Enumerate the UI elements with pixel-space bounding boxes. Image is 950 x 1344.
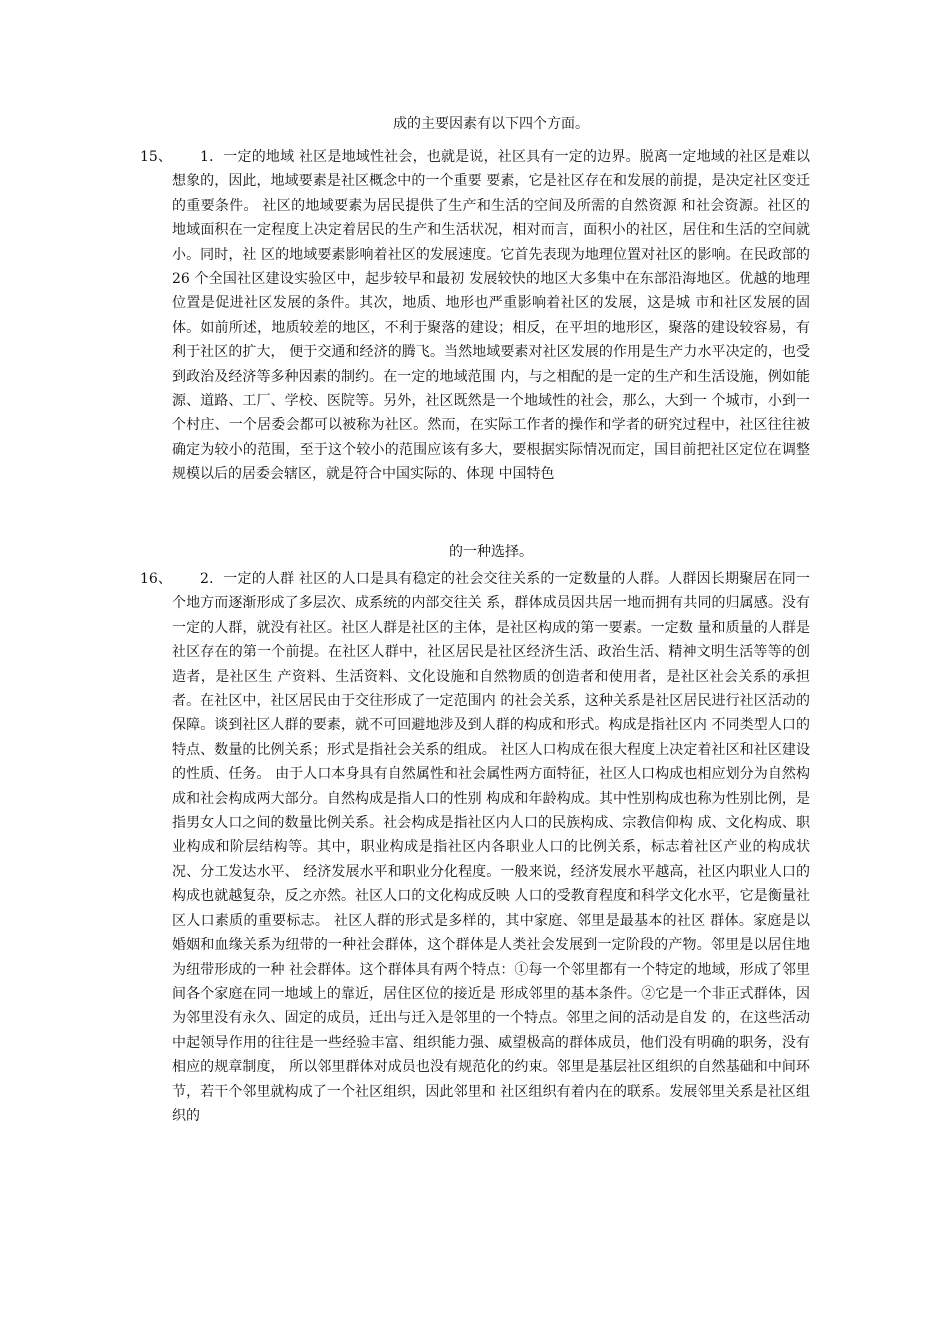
- paragraph-text: 2．一定的人群 社区的人口是具有稳定的社会交往关系的一定数量的人群。人群因长期聚居在同一个地方而逐渐形成了多层次、成系统的内部交往关 系，群体成员因共居一地而拥有共同的归属感。没有一定的人群，就没有社区。社区人群是社区的主体，是社区构成的第一要素。一定数 量和质量的人群是社区存在的第一个前提。在社区人群中，社区居民是社区经济生活、政治生活、精神文明生活等等的创造者，是社区生 产资料、生活资料、文化设施和自然物质的创造者和使用者，是社区社会关系的承担者。在社区中，社区居民由于交往形成了一定范围内 的社会关系，这种关系是社区居民进行社区活动的保障。谈到社区人群的要素，就不可回避地涉及到人群的构成和形式。构成是指社区内 不同类型人口的特点、数量的比例关系；形式是指社会关系的组成。 社区人口构成在很大程度上决定着社区和社区建设的性质、任务。 由于人口本身具有自然属性和社会属性两方面特征，社区人口构成也相应划分为自然构成和社会构成两大部分。自然构成是指人口的性别 构成和年龄构成。其中性别构成也称为性别比例，是指男女人口之间的数量比例关系。社会构成是指社区内人口的民族构成、宗教信仰构 成、文化构成、职业构成和阶层结构等。其中，职业构成是指社区内各职业人口的比例关系，标志着社区产业的构成状况、分工发达水平、 经济发展水平和职业分化程度。一般来说，经济发展水平越高，社区内职业人口的构成也就越复杂，反之亦然。社区人口的文化构成反映 人口的受教育程度和科学文化水平，它是衡量社区人口素质的重要标志。 社区人群的形式是多样的，其中家庭、邻里是最基本的社区 群体。家庭是以婚姻和血缘关系为纽带的一种社会群体，这个群体是人类社会发展到一定阶段的产物。邻里是以居住地为纽带形成的一种 社会群体。这个群体具有两个特点：①每一个邻里都有一个特定的地域，形成了邻里间各个家庭在同一地域上的靠近，居住区位的接近是 形成邻里的基本条件。②它是一个非正式群体，因为邻里没有永久、固定的成员，迁出与迁入是邻里的一个特点。邻里之间的活动是自发 的，在这些活动中起领导作用的往往是一些经验丰富、组织能力强、威望极高的群体成员，他们没有明确的职务，没有相应的规章制度， 所以邻里群体对成员也没有规范化的约束。邻里是基层社区组织的自然基础和中间环节，若干个邻里就构成了一个社区组织，因此邻里和 社区组织有着内在的联系。发展邻里关系是社区组织的: [172, 571, 810, 1124]
- item-number: 15、: [140, 149, 172, 165]
- intro-line: 成的主要因素有以下四个方面。: [393, 116, 589, 132]
- item-number: 16、: [140, 571, 172, 587]
- item-paragraph: [172, 567, 810, 1128]
- paragraph-text: 1．一定的地域 社区是地域性社会，也就是说，社区具有一定的边界。脱离一定地域的社区是难以想象的，因此，地域要素是社区概念中的一个重要 要素，它是社区存在和发展的前提，是决定社区变迁的重要条件。 社区的地域要素为居民提供了生产和生活的空间及所需的自然资源 和社会资源。社区的地域面积在一定程度上决定着居民的生产和生活状况，相对而言，面积小的社区，居住和生活的空间就小。同时，社 区的地域要素影响着社区的发展速度。它首先表现为地理位置对社区的影响。在民政部的 26 个全国社区建设实验区中，起步较早和最初 发展较快的地区大多集中在东部沿海地区。优越的地理位置是促进社区发展的条件。其次，地质、地形也严重影响着社区的发展，这是城 市和社区发展的固体。如前所述，地质较差的地区，不利于聚落的建设；相反，在平坦的地形区，聚落的建设较容易，有利于社区的扩大， 便于交通和经济的腾飞。当然地域要素对社区发展的作用是生产力水平决定的，也受到政治及经济等多种因素的制约。在一定的地域范围 内，与之相配的是一定的生产和生活设施，例如能源、道路、工厂、学校、医院等。另外，社区既然是一个地域性的社会，那么，大到一 个城市，小到一个村庄、一个居委会都可以被称为社区。然而，在实际工作者的操作和学者的研究过程中，社区往往被确定为较小的范围，至于这个较小的范围应该有多大，要根据实际情况而定，国目前把社区定位在调整规模以后的居委会辖区，就是符合中国实际的、体现 中国特色: [172, 149, 810, 483]
- item-closing-line: 的一种选择。: [449, 544, 533, 560]
- item-paragraph: [172, 145, 810, 487]
